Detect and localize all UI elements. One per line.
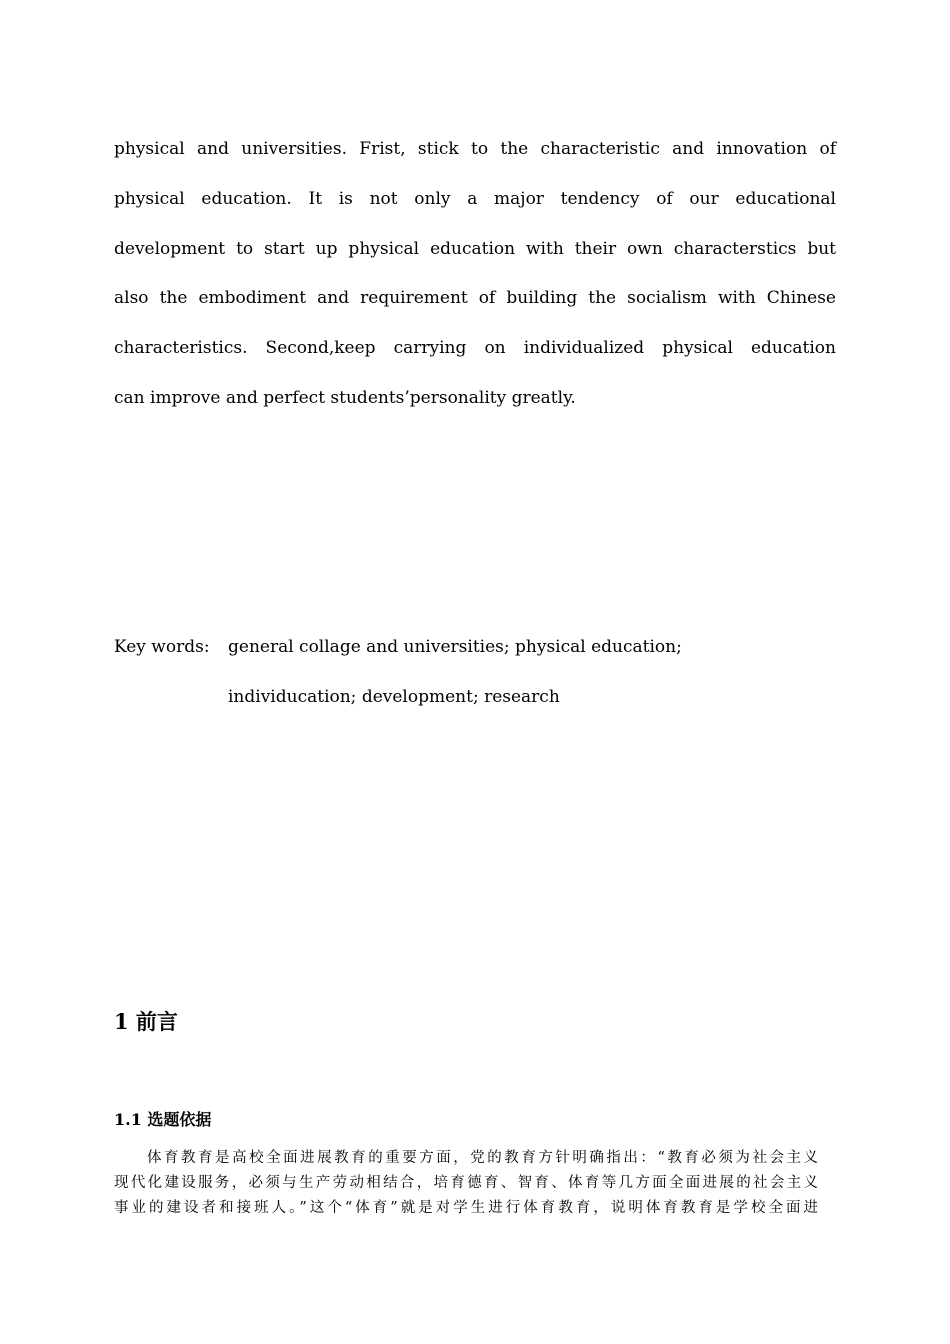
keywords-line: general collage and universities; physical education; — [228, 637, 682, 657]
abstract-line: characteristics. Second,keep carrying on individualized physical education — [114, 338, 836, 358]
subsection-heading: 1.1 选题依据 — [114, 1110, 212, 1129]
body-text-line: 体育教育是高校全面进展教育的重要方面，党的教育方针明确指出：“教育必须为社会主义 — [147, 1150, 818, 1166]
abstract-line: development to start up physical education with their own characterstics but — [114, 239, 836, 259]
body-text-line: 事业的建设者和接班人。”这个“体育”就是对学生进行体育教育，说明体育教育是学校全面进 — [114, 1200, 818, 1216]
body-text-line: 现代化建设服务，必须与生产劳动相结合，培育德育、智育、体育等几方面全面进展的社会主义 — [114, 1175, 818, 1191]
keywords-label: Key words — [114, 637, 204, 657]
abstract-line: physical education. It is not only a major tendency of our educational — [114, 189, 836, 209]
keywords-separator: : — [203, 637, 210, 657]
keywords-line: individucation; development; research — [228, 687, 560, 707]
section-heading: 1 前言 — [114, 1009, 178, 1034]
keywords-label-group — [114, 637, 210, 657]
abstract-line: physical and universities. Frist, stick to the characteristic and innovation of — [114, 139, 836, 159]
abstract-line: can improve and perfect students’personality greatly. — [114, 388, 576, 408]
abstract-line: also the embodiment and requirement of building the socialism with Chinese — [114, 288, 836, 308]
